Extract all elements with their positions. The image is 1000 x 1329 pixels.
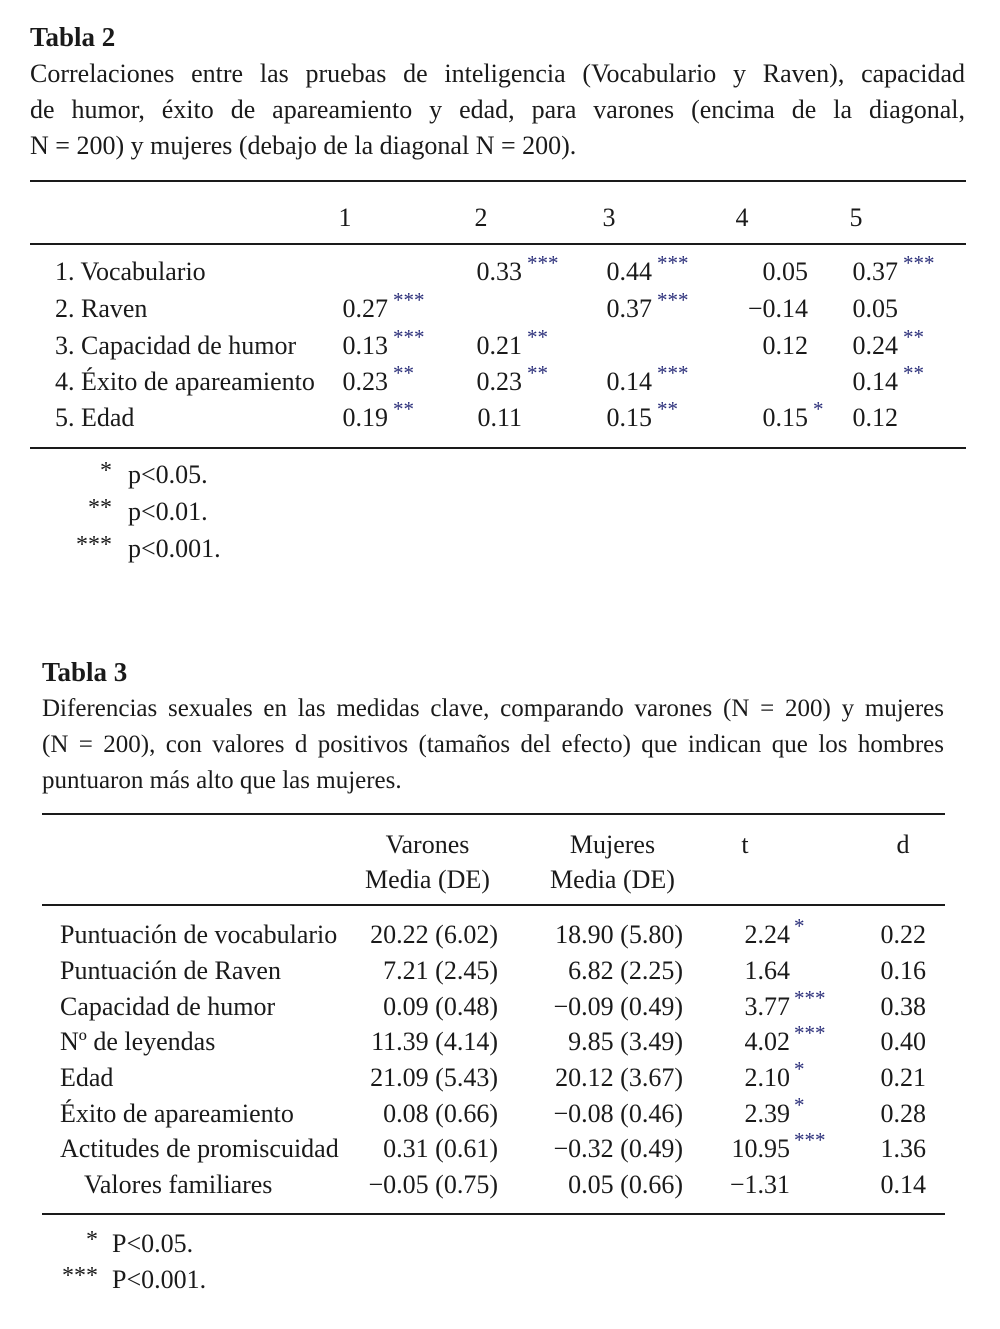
table2-cell-value: 0.14 — [606, 367, 652, 396]
table3-row-label: Nº de leyendas — [60, 1027, 216, 1056]
table3-d-value: 0.38 — [880, 992, 926, 1021]
table2-cell-value: 0.24 — [852, 331, 898, 360]
table3-varones-value: 11.39 (4.14) — [371, 1027, 498, 1056]
table3-footnote-text: P<0.05. — [112, 1229, 194, 1258]
table2-cell-value: 0.23 — [342, 367, 388, 396]
table3-mujeres-value: −0.32 (0.49) — [553, 1134, 683, 1163]
table2-cell-value: 0.37 — [606, 294, 652, 323]
table2-cell-value: −0.14 — [747, 294, 808, 323]
table3-d-value: 0.14 — [880, 1170, 926, 1199]
table3-varones-value: 7.21 (2.45) — [383, 956, 498, 985]
table2-footnote-symbol: * — [100, 458, 112, 484]
table3-significance-stars: * — [794, 1057, 805, 1081]
table2-cell-value: 0.12 — [852, 403, 898, 432]
table2-footnote-text: p<0.001. — [128, 534, 221, 563]
table3-footnote-symbol: *** — [62, 1263, 98, 1289]
table3-header-varones-sub: Media (DE) — [365, 865, 490, 894]
table2-cell-value: 0.23 — [476, 367, 522, 396]
table3-varones-value: −0.05 (0.75) — [368, 1170, 498, 1199]
table3-d-value: 1.36 — [880, 1134, 926, 1163]
table3-varones-value: 0.08 (0.66) — [383, 1099, 498, 1128]
table3-row-label: Capacidad de humor — [60, 992, 276, 1021]
table2-significance-stars: ** — [903, 325, 924, 349]
table3-varones-value: 0.31 (0.61) — [383, 1134, 498, 1163]
table3-t-value: 2.24 — [744, 920, 790, 949]
table3-significance-stars: *** — [794, 1128, 826, 1152]
table2-cell-value: 0.44 — [606, 257, 652, 286]
table3-t-value: 2.39 — [744, 1099, 790, 1128]
table2-cell-value: 0.05 — [852, 294, 898, 323]
table2-significance-stars: ** — [903, 361, 924, 385]
table3-header-mujeres: Mujeres — [569, 830, 656, 859]
table3-row-label: Actitudes de promiscuidad — [60, 1134, 339, 1163]
table2-caption-line: Correlaciones entre las pruebas de inteligencia (Vocabulario y Raven), capacidad — [30, 59, 965, 88]
table3-row-label: Edad — [60, 1063, 114, 1092]
table3-row-label: Puntuación de vocabulario — [60, 920, 338, 949]
table3-t-value: 1.64 — [744, 956, 790, 985]
table2-significance-stars: ** — [527, 325, 548, 349]
table2-cell-value: 0.19 — [342, 403, 388, 432]
table3-row-label: Puntuación de Raven — [60, 956, 281, 985]
table2-row-label: 5. Edad — [55, 403, 135, 432]
table3-mujeres-value: 20.12 (3.67) — [555, 1063, 683, 1092]
table2-cell-value: 0.37 — [852, 257, 898, 286]
table2-col-header: 3 — [602, 203, 616, 232]
table2-cell-value: 0.27 — [342, 294, 388, 323]
table3-header-varones: Varones — [385, 830, 470, 859]
table3-t-value: 2.10 — [744, 1063, 790, 1092]
table2-caption — [30, 56, 965, 164]
table3-t-value: 10.95 — [731, 1134, 790, 1163]
table3-d-value: 0.28 — [880, 1099, 926, 1128]
table2-cell-value: 0.14 — [852, 367, 898, 396]
table2-cell-value: 0.21 — [476, 331, 522, 360]
table2-significance-stars: ** — [657, 397, 678, 421]
table3-mujeres-value: 9.85 (3.49) — [568, 1027, 683, 1056]
table3-d-value: 0.22 — [880, 920, 926, 949]
table3-caption-line: (N = 200), con valores d positivos (tamaños del efecto) que indican que los hombres — [42, 731, 944, 758]
table2-significance-stars: *** — [393, 325, 425, 349]
table2-caption-line: N = 200) y mujeres (debajo de la diagonal N = 200). — [30, 131, 577, 160]
table2-caption-line: de humor, éxito de apareamiento y edad, para varones (encima de la diagonal, — [30, 95, 965, 124]
table3-header-t: t — [741, 830, 749, 859]
table3-caption — [42, 691, 944, 799]
table2-cell-value: 0.12 — [762, 331, 808, 360]
table2-top-rule — [30, 180, 966, 182]
table2-cell-value: 0.15 — [762, 403, 808, 432]
table3-caption-line: Diferencias sexuales en las medidas clave, comparando varones (N = 200) y mujeres — [42, 695, 944, 722]
table2-footnote-text: p<0.05. — [128, 460, 208, 489]
table3-d-value: 0.21 — [880, 1063, 926, 1092]
table3-header-d: d — [896, 830, 910, 859]
table3-mujeres-value: −0.08 (0.46) — [553, 1099, 683, 1128]
table2-col-header: 5 — [849, 203, 863, 232]
table3-footnote-text: P<0.001. — [112, 1265, 207, 1294]
table2-footnote-symbol: *** — [76, 532, 112, 558]
table3-significance-stars: *** — [794, 986, 826, 1010]
table3-significance-stars: * — [794, 1093, 805, 1117]
table2-significance-stars: *** — [657, 288, 689, 312]
table3-mujeres-value: 0.05 (0.66) — [568, 1170, 683, 1199]
table3-varones-value: 0.09 (0.48) — [383, 992, 498, 1021]
table2-significance-stars: * — [813, 397, 824, 421]
table2-row-label: 3. Capacidad de humor — [55, 331, 297, 360]
table2-footnote-text: p<0.01. — [128, 497, 208, 526]
table3-title: Tabla 3 — [42, 657, 128, 687]
table2-significance-stars: *** — [903, 251, 935, 275]
table3-mujeres-value: −0.09 (0.49) — [553, 992, 683, 1021]
table2-cell-value: 0.13 — [342, 331, 388, 360]
table2-cell-value: 0.15 — [606, 403, 652, 432]
table2-row-label: 4. Éxito de apareamiento — [55, 367, 315, 396]
table3-footnote-symbol: * — [86, 1227, 98, 1253]
table3-caption-line: puntuaron más alto que las mujeres. — [42, 767, 402, 794]
table2-col-header: 4 — [735, 203, 749, 232]
table2-col-header: 2 — [474, 203, 488, 232]
table2-cell-value: 0.11 — [477, 403, 522, 432]
table2-significance-stars: *** — [527, 251, 559, 275]
table3-significance-stars: * — [794, 914, 805, 938]
table2-significance-stars: *** — [657, 361, 689, 385]
table3-t-value: −1.31 — [729, 1170, 790, 1199]
table3-row-label: Éxito de apareamiento — [60, 1099, 294, 1128]
table3-t-value: 4.02 — [744, 1027, 790, 1056]
table2-header-rule — [30, 243, 966, 245]
table3-mujeres-value: 18.90 (5.80) — [555, 920, 683, 949]
table3-significance-stars: *** — [794, 1021, 826, 1045]
table2-significance-stars: ** — [393, 361, 414, 385]
table2-cell-value: 0.33 — [476, 257, 522, 286]
table2-significance-stars: *** — [657, 251, 689, 275]
table3-mujeres-value: 6.82 (2.25) — [568, 956, 683, 985]
table2-col-header: 1 — [338, 203, 352, 232]
table2-row-label: 1. Vocabulario — [55, 257, 206, 286]
table2-cell-value: 0.05 — [762, 257, 808, 286]
table2-title: Tabla 2 — [30, 22, 116, 52]
table3-top-rule — [42, 813, 945, 815]
table2-row-label: 2. Raven — [55, 294, 148, 323]
table3-header-rule — [42, 904, 945, 906]
table3-d-value: 0.40 — [880, 1027, 926, 1056]
table3-bottom-rule — [42, 1213, 945, 1215]
table3-d-value: 0.16 — [880, 956, 926, 985]
table2-significance-stars: ** — [527, 361, 548, 385]
table2-significance-stars: *** — [393, 288, 425, 312]
table3-varones-value: 20.22 (6.02) — [370, 920, 498, 949]
table3-t-value: 3.77 — [744, 992, 790, 1021]
table3-varones-value: 21.09 (5.43) — [370, 1063, 498, 1092]
table2-bottom-rule — [30, 447, 966, 449]
table3-row-label: Valores familiares — [84, 1170, 273, 1199]
table2-significance-stars: ** — [393, 397, 414, 421]
table2-footnote-symbol: ** — [88, 495, 112, 521]
table3-header-mujeres-sub: Media (DE) — [550, 865, 675, 894]
